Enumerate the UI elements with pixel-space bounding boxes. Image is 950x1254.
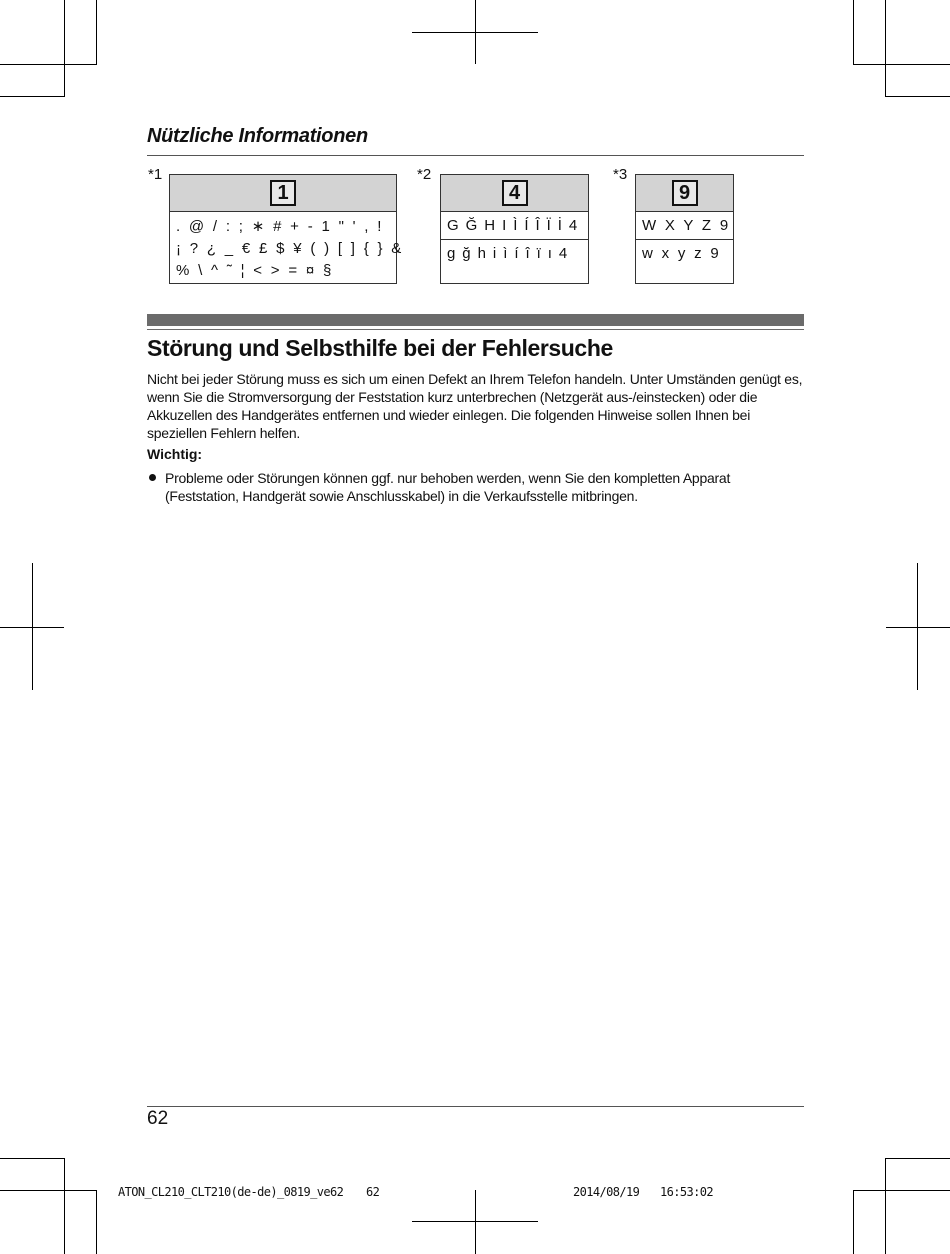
section-title: Nützliche Informationen (147, 125, 368, 147)
section-bar (147, 314, 804, 326)
footer-rule (147, 1106, 804, 1107)
slug-time: 16:53:02 (660, 1185, 713, 1199)
char-line: % \ ^ ˜ ¦ < > = ¤ § (176, 262, 334, 279)
footnote-ref-3: *3 (613, 166, 628, 183)
crop-mark (64, 0, 65, 97)
crop-mark (64, 1158, 65, 1254)
key-header (441, 175, 588, 212)
key-4-icon: 4 (502, 180, 528, 206)
crop-mark (0, 1190, 97, 1191)
bullet-item: Probleme oder Störungen können ggf. nur behoben werden, wenn Sie den kompletten Apparat (Feststation, Handgerät sowie Anschlusskabel) in die Verkaufsstelle mitbringen. (165, 470, 731, 504)
crop-mark (412, 32, 538, 33)
crop-mark (412, 1221, 538, 1222)
char-lines (170, 212, 404, 282)
intro-paragraph: Nicht bei jeder Störung muss es sich um einen Defekt an Ihrem Telefon handeln. Unter Umständen genügt es, wenn Sie die Stromversorgung der Feststation kurz unterbrechen (Netzgerät aus-/einstecken) oder die Akkuzellen des Handgerätes entfernen und wieder einlegen. Die folgenden Hinweise sollen Ihnen bei speziellen Fehlern helfen. (147, 371, 803, 441)
page-number: 62 (147, 1108, 169, 1129)
crop-mark (853, 0, 854, 64)
footnote-ref-1: *1 (148, 166, 163, 183)
crop-mark (0, 1158, 64, 1159)
footnote-ref-2: *2 (417, 166, 432, 183)
key-header (170, 175, 396, 212)
section-bar-rule (147, 329, 804, 330)
crop-mark (0, 64, 97, 65)
crop-mark (475, 1190, 476, 1254)
key-header (636, 175, 733, 212)
crop-mark (0, 96, 64, 97)
crop-mark (886, 627, 950, 628)
crop-mark (853, 1190, 950, 1191)
char-table-key-9 (635, 174, 734, 284)
key-1-icon: 1 (270, 180, 296, 206)
title-rule (147, 155, 804, 156)
key-9-icon: 9 (672, 180, 698, 206)
crop-mark (885, 96, 950, 97)
char-line: G Ğ H I Ì Í Î Ï İ 4 (441, 212, 588, 240)
char-table-key-4 (440, 174, 589, 284)
crop-mark (96, 0, 97, 64)
crop-mark (886, 1158, 950, 1159)
slug-page: 62 (366, 1185, 380, 1199)
troubleshooting-heading: Störung und Selbsthilfe bei der Fehlersuche (147, 335, 613, 361)
crop-mark (885, 1158, 886, 1254)
crop-mark (885, 0, 886, 97)
slug-date: 2014/08/19 (573, 1185, 640, 1199)
crop-mark (0, 627, 64, 628)
char-line: w x y z 9 (642, 245, 722, 262)
important-label: Wichtig: (147, 446, 203, 462)
char-table-key-1 (169, 174, 404, 284)
char-line: g ğ h i ì í î ï ı 4 (447, 245, 569, 262)
crop-mark (96, 1190, 97, 1254)
bullet-icon (149, 474, 156, 481)
char-line: . @ / : ; ∗ # + - 1 " ' , ! (176, 218, 384, 235)
slug-file: ATON_CL210_CLT210(de-de)_0819_ve62 (118, 1185, 344, 1199)
crop-mark (853, 64, 950, 65)
char-line: W X Y Z 9 (636, 212, 733, 240)
crop-mark (853, 1190, 854, 1254)
char-line: ¡ ? ¿ _ € £ $ ¥ ( ) [ ] { } & (176, 240, 404, 257)
